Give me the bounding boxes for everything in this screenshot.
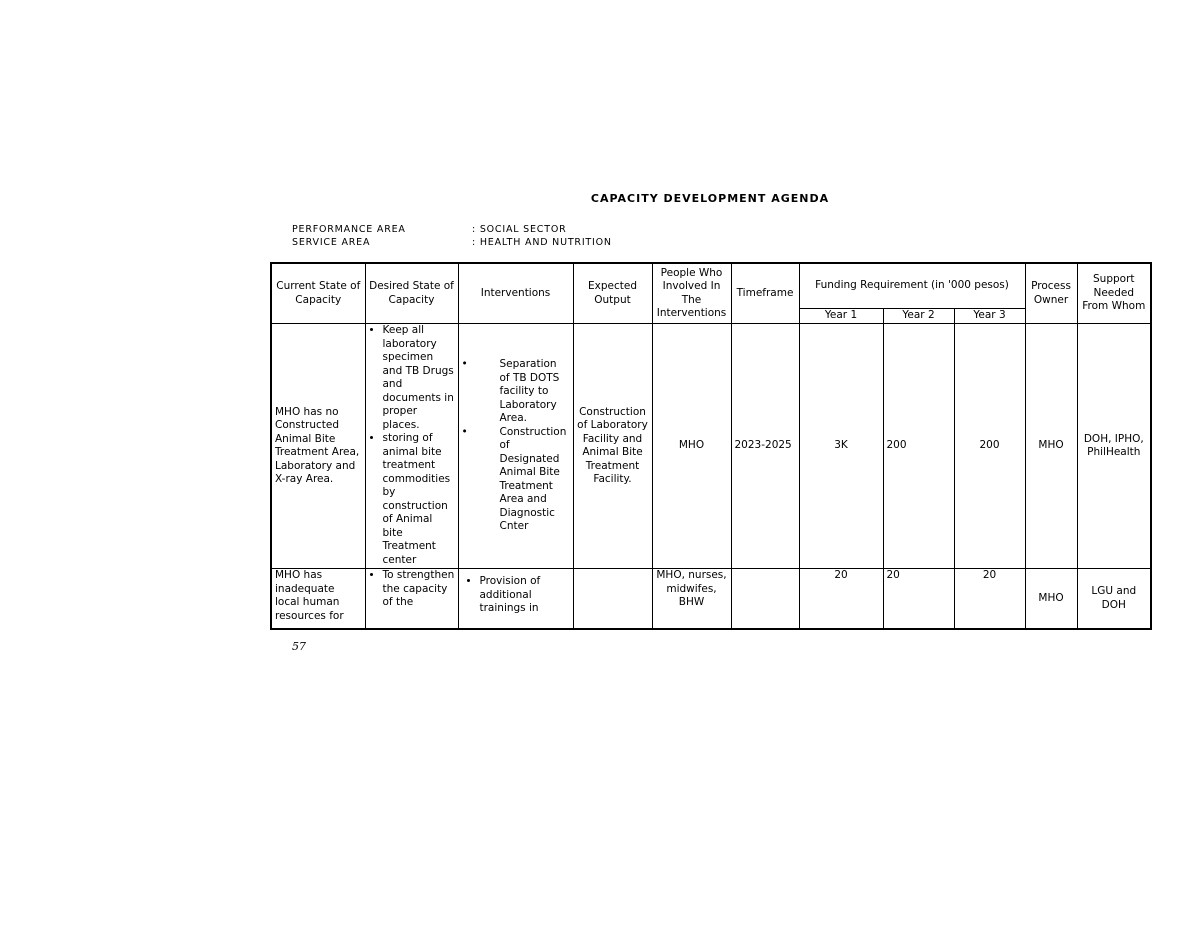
page-number: 57	[292, 640, 306, 653]
header-process-owner: Process Owner	[1025, 263, 1077, 324]
header-support: Support Needed From Whom	[1077, 263, 1151, 324]
header-desired-state: Desired State of Capacity	[365, 263, 458, 324]
cell-timeframe	[731, 569, 799, 630]
cell-people: MHO, nurses, midwifes, BHW	[652, 569, 731, 630]
list-item: • Construction of Designated Animal Bite Treatment Area and Diagnostic Cnter	[500, 426, 570, 534]
header-funding: Funding Requirement (in '000 pesos)	[799, 263, 1025, 309]
table-row	[271, 569, 1151, 630]
list-item: • Provision of additional trainings in	[480, 575, 570, 616]
cell-current-state: MHO has no Constructed Animal Bite Treatment Area, Laboratory and X-ray Area.	[271, 324, 365, 569]
header-year1: Year 1	[799, 309, 883, 324]
header-current-state: Current State of Capacity	[271, 263, 365, 324]
cell-year2: 200	[883, 324, 954, 569]
page-title: CAPACITY DEVELOPMENT AGENDA	[590, 192, 830, 205]
header-year2: Year 2	[883, 309, 954, 324]
list-item: • To strengthen the capacity of the	[383, 569, 455, 610]
service-area-value: : HEALTH AND NUTRITION	[472, 237, 612, 248]
cell-desired-state	[365, 569, 458, 630]
cell-year1: 3K	[799, 324, 883, 569]
cell-year3: 20	[954, 569, 1025, 630]
cell-year3: 200	[954, 324, 1025, 569]
table-row	[271, 324, 1151, 569]
cell-support: DOH, IPHO, PhilHealth	[1077, 324, 1151, 569]
header-timeframe: Timeframe	[731, 263, 799, 324]
cell-timeframe: 2023-2025	[731, 324, 799, 569]
list-item: • Keep all laboratory specimen and TB Drugs and documents in proper places.	[383, 324, 455, 432]
cell-process-owner: MHO	[1025, 569, 1077, 630]
cell-expected-output	[573, 569, 652, 630]
cell-process-owner: MHO	[1025, 324, 1077, 569]
performance-area-value: : SOCIAL SECTOR	[472, 224, 567, 235]
cell-expected-output: Construction of Laboratory Facility and Animal Bite Treatment Facility.	[573, 324, 652, 569]
capacity-agenda-table	[270, 262, 1152, 630]
service-area-label: SERVICE AREA	[292, 237, 371, 248]
header-people: People Who Involved In The Interventions	[652, 263, 731, 324]
cell-year1: 20	[799, 569, 883, 630]
cell-current-state: MHO has inadequate local human resources for	[271, 569, 365, 630]
cell-interventions	[458, 569, 573, 630]
cell-desired-state	[365, 324, 458, 569]
performance-area-label: PERFORMANCE AREA	[292, 224, 406, 235]
cell-year2: 20	[883, 569, 954, 630]
cell-people: MHO	[652, 324, 731, 569]
cell-support: LGU and DOH	[1077, 569, 1151, 630]
performance-area	[292, 224, 567, 235]
header-interventions: Interventions	[458, 263, 573, 324]
header-year3: Year 3	[954, 309, 1025, 324]
list-item: • storing of animal bite treatment commodities by construction of Animal bite Treatment center	[383, 432, 455, 567]
header-expected-output: Expected Output	[573, 263, 652, 324]
cell-interventions	[458, 324, 573, 569]
service-area	[292, 237, 612, 248]
list-item: • Separation of TB DOTS facility to Laboratory Area.	[500, 358, 570, 426]
